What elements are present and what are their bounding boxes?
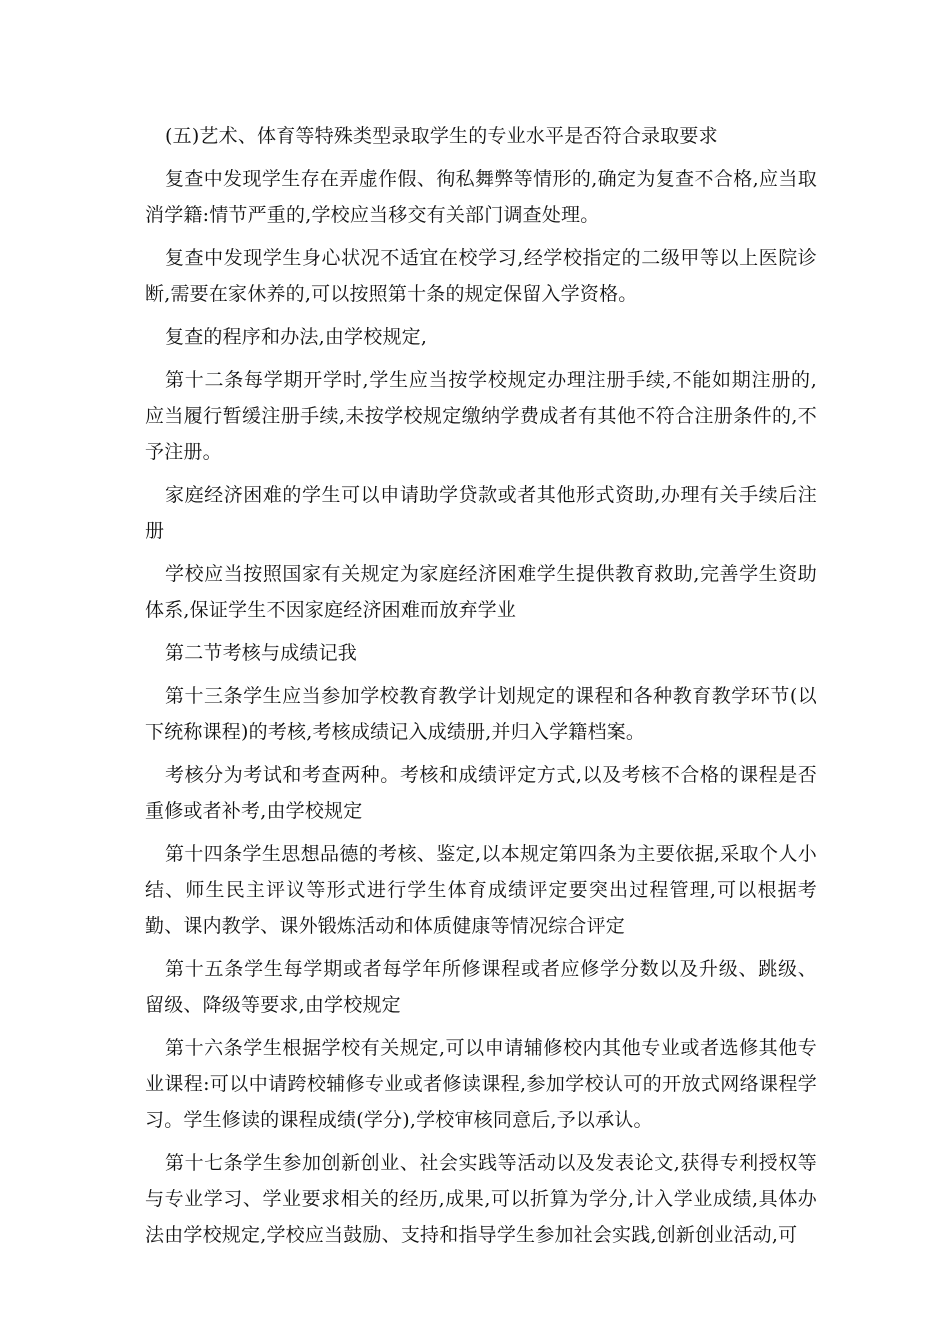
- paragraph: 复查中发现学生身心状况不适宜在校学习,经学校指定的二级甲等以上医院诊断,需要在家休养的,可以按照第十条的规定保留入学资格。: [145, 247, 817, 305]
- paragraph: (五)艺术、体育等特殊类型录取学生的专业水平是否符合录取要求: [165, 125, 718, 147]
- section-heading: 第二节考核与成绩记我: [165, 642, 358, 664]
- paragraph: 第十四条学生思想品德的考核、鉴定,以本规定第四条为主要依据,采取个人小结、师生民主评议等形式进行学生体育成绩评定要突出过程管理,可以根据考勤、课内教学、课外锻炼活动和体质健康等情况综合评定: [145, 843, 817, 937]
- paragraph: 家庭经济困难的学生可以申请助学贷款或者其他形式资助,办理有关手续后注册: [145, 484, 817, 542]
- document-body: [145, 118, 817, 1260]
- paragraph: 第十三条学生应当参加学校教育教学计划规定的课程和各种教育教学环节(以下统称课程)的考核,考核成绩记入成绩册,并归入学籍档案。: [145, 685, 817, 743]
- paragraph: 学校应当按照国家有关规定为家庭经济困难学生提供教育救助,完善学生资助体系,保证学生不因家庭经济困难而放弃学业: [145, 563, 817, 621]
- paragraph: 第十六条学生根据学校有关规定,可以申请辅修校内其他专业或者选修其他专业课程:可以中请跨校辅修专业或者修读课程,参加学校认可的开放式网络课程学习。学生修读的课程成绩(学分),学校审核同意后,予以承认。: [145, 1037, 817, 1131]
- paragraph: 第十二条每学期开学时,学生应当按学校规定办理注册手续,不能如期注册的,应当履行暂缓注册手续,未按学校规定缴纳学费成者有其他不符合注册条件的,不予注册。: [145, 369, 817, 463]
- paragraph: 复查中发现学生存在弄虚作假、徇私舞弊等情形的,确定为复查不合格,应当取消学籍:情节严重的,学校应当移交有关部门调查处理。: [145, 168, 817, 226]
- paragraph: 第十五条学生每学期或者每学年所修课程或者应修学分数以及升级、跳级、留级、降级等要求,由学校规定: [145, 958, 817, 1016]
- paragraph: 第十七条学生参加创新创业、社会实践等活动以及发表论文,获得专利授权等与专业学习、学业要求相关的经历,成果,可以折算为学分,计入学业成绩,具体办法由学校规定,学校应当鼓励、支持和指导学生参加社会实践,创新创业活动,可: [145, 1152, 817, 1246]
- paragraph: 考核分为考试和考查两种。考核和成绩评定方式,以及考核不合格的课程是否重修或者补考,由学校规定: [145, 764, 817, 822]
- paragraph: 复查的程序和办法,由学校规定,: [165, 326, 428, 348]
